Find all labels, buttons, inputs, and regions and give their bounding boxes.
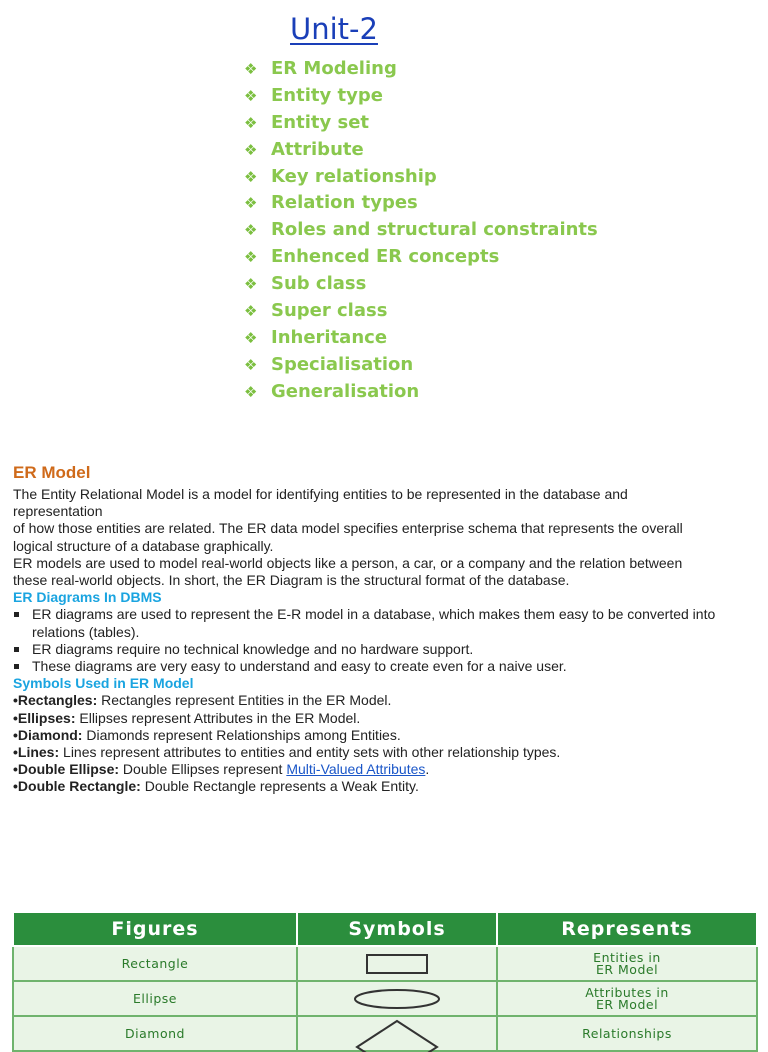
table-row xyxy=(13,981,757,1016)
symbol-line xyxy=(13,761,753,778)
represents-line: Attributes in xyxy=(499,987,755,999)
topic-item xyxy=(244,271,598,298)
topic-label: Attribute xyxy=(271,139,364,160)
topic-item xyxy=(244,352,598,379)
symbol-term: •Diamond: xyxy=(13,727,82,743)
symbol-desc: Lines represent attributes to entities and entity sets with other relationship types. xyxy=(59,744,560,760)
symbol-desc: Ellipses represent Attributes in the ER Model. xyxy=(75,710,360,726)
represents-line: ER Model xyxy=(499,999,755,1011)
topic-label: Key relationship xyxy=(271,166,437,187)
topic-label: Super class xyxy=(271,300,387,321)
symbol-line xyxy=(13,778,753,795)
table-header-row xyxy=(13,912,757,946)
intro-line: The Entity Relational Model is a model for identifying entities to be represented in the database and xyxy=(13,486,753,503)
symbol-term: •Ellipses: xyxy=(13,710,75,726)
symbol-line xyxy=(13,692,753,709)
represents-cell xyxy=(497,1016,757,1051)
topic-label: Relation types xyxy=(271,192,418,213)
diamond-bullet-icon: ❖ xyxy=(244,56,271,83)
table-row xyxy=(13,1016,757,1051)
diamond-bullet-icon: ❖ xyxy=(244,244,271,271)
symbol-desc-end: . xyxy=(425,761,429,777)
figure-cell: Diamond xyxy=(13,1016,297,1051)
diamond-bullet-icon: ❖ xyxy=(244,110,271,137)
symbol-term: •Double Ellipse: xyxy=(13,761,119,777)
symbol-desc: Rectangles represent Entities in the ER Model. xyxy=(97,692,391,708)
page-title: Unit-2 xyxy=(0,12,668,46)
topic-list xyxy=(244,56,598,406)
represents-cell xyxy=(497,946,757,981)
intro-line: logical structure of a database graphically. xyxy=(13,538,753,555)
topic-item xyxy=(244,83,598,110)
diamond-bullet-icon: ❖ xyxy=(244,137,271,164)
ellipse-shape-icon xyxy=(347,987,447,1011)
er-model-section xyxy=(13,462,753,796)
topic-label: Enhenced ER concepts xyxy=(271,246,499,267)
symbol-desc: Diamonds represent Relationships among Entities. xyxy=(82,727,400,743)
column-header-symbols: Symbols xyxy=(297,912,497,946)
diamond-shape-icon xyxy=(347,1019,447,1049)
diamond-bullet-icon: ❖ xyxy=(244,379,271,406)
topic-item xyxy=(244,164,598,191)
subheading-er-diagrams: ER Diagrams In DBMS xyxy=(13,589,753,606)
multi-valued-attributes-link[interactable]: Multi-Valued Attributes xyxy=(286,761,425,777)
list-item xyxy=(13,606,753,640)
diagram-points-list xyxy=(13,606,753,675)
topic-item xyxy=(244,244,598,271)
topic-label: Generalisation xyxy=(271,381,419,402)
topic-label: ER Modeling xyxy=(271,58,397,79)
subheading-symbols: Symbols Used in ER Model xyxy=(13,675,753,692)
symbols-table-image xyxy=(12,911,756,1024)
topic-label: Entity type xyxy=(271,85,383,106)
list-item-text: ER diagrams are used to represent the E-R model in a database, which makes them easy to be converted into relations (tables). xyxy=(32,606,715,639)
symbol-cell xyxy=(297,946,497,981)
intro-line: representation xyxy=(13,503,753,520)
intro-line: ER models are used to model real-world objects like a person, a car, or a company and the relation between xyxy=(13,555,753,572)
list-item xyxy=(13,641,753,658)
symbols-table xyxy=(12,911,758,1052)
topic-item xyxy=(244,110,598,137)
topic-item xyxy=(244,137,598,164)
section-heading: ER Model xyxy=(13,462,753,484)
diamond-bullet-icon: ❖ xyxy=(244,164,271,191)
represents-line: Relationships xyxy=(499,1028,755,1040)
topic-item xyxy=(244,217,598,244)
list-item-text: These diagrams are very easy to understand and easy to create even for a naive user. xyxy=(32,658,567,674)
rectangle-shape-icon xyxy=(357,952,437,976)
square-bullet-icon xyxy=(14,612,19,617)
diamond-bullet-icon: ❖ xyxy=(244,217,271,244)
represents-line: ER Model xyxy=(499,964,755,976)
figure-cell: Ellipse xyxy=(13,981,297,1016)
square-bullet-icon xyxy=(14,647,19,652)
diamond-bullet-icon: ❖ xyxy=(244,271,271,298)
topic-item xyxy=(244,298,598,325)
represents-cell xyxy=(497,981,757,1016)
symbol-cell xyxy=(297,981,497,1016)
topic-item xyxy=(244,56,598,83)
topic-label: Specialisation xyxy=(271,354,413,375)
topic-label: Inheritance xyxy=(271,327,387,348)
symbol-line xyxy=(13,744,753,761)
symbol-term: •Rectangles: xyxy=(13,692,97,708)
represents-line: Entities in xyxy=(499,952,755,964)
symbol-desc: Double Rectangle represents a Weak Entity. xyxy=(141,778,419,794)
symbol-desc: Double Ellipses represent xyxy=(119,761,286,777)
column-header-figures: Figures xyxy=(13,912,297,946)
diamond-bullet-icon: ❖ xyxy=(244,298,271,325)
topic-item xyxy=(244,325,598,352)
symbol-line xyxy=(13,710,753,727)
symbol-line xyxy=(13,727,753,744)
list-item xyxy=(13,658,753,675)
diamond-bullet-icon: ❖ xyxy=(244,352,271,379)
square-bullet-icon xyxy=(14,664,19,669)
symbol-cell xyxy=(297,1016,497,1051)
table-row xyxy=(13,946,757,981)
figure-cell: Rectangle xyxy=(13,946,297,981)
symbol-term: •Lines: xyxy=(13,744,59,760)
topic-label: Entity set xyxy=(271,112,369,133)
list-item-text: ER diagrams require no technical knowledge and no hardware support. xyxy=(32,641,473,657)
intro-line: these real-world objects. In short, the ER Diagram is the structural format of the database. xyxy=(13,572,753,589)
diamond-bullet-icon: ❖ xyxy=(244,83,271,110)
topic-label: Roles and structural constraints xyxy=(271,219,598,240)
diamond-bullet-icon: ❖ xyxy=(244,325,271,352)
column-header-represents: Represents xyxy=(497,912,757,946)
symbol-term: •Double Rectangle: xyxy=(13,778,141,794)
diamond-bullet-icon: ❖ xyxy=(244,190,271,217)
topic-item xyxy=(244,379,598,406)
topic-label: Sub class xyxy=(271,273,366,294)
topic-item xyxy=(244,190,598,217)
intro-line: of how those entities are related. The ER data model specifies enterprise schema that represents the overall xyxy=(13,520,753,537)
